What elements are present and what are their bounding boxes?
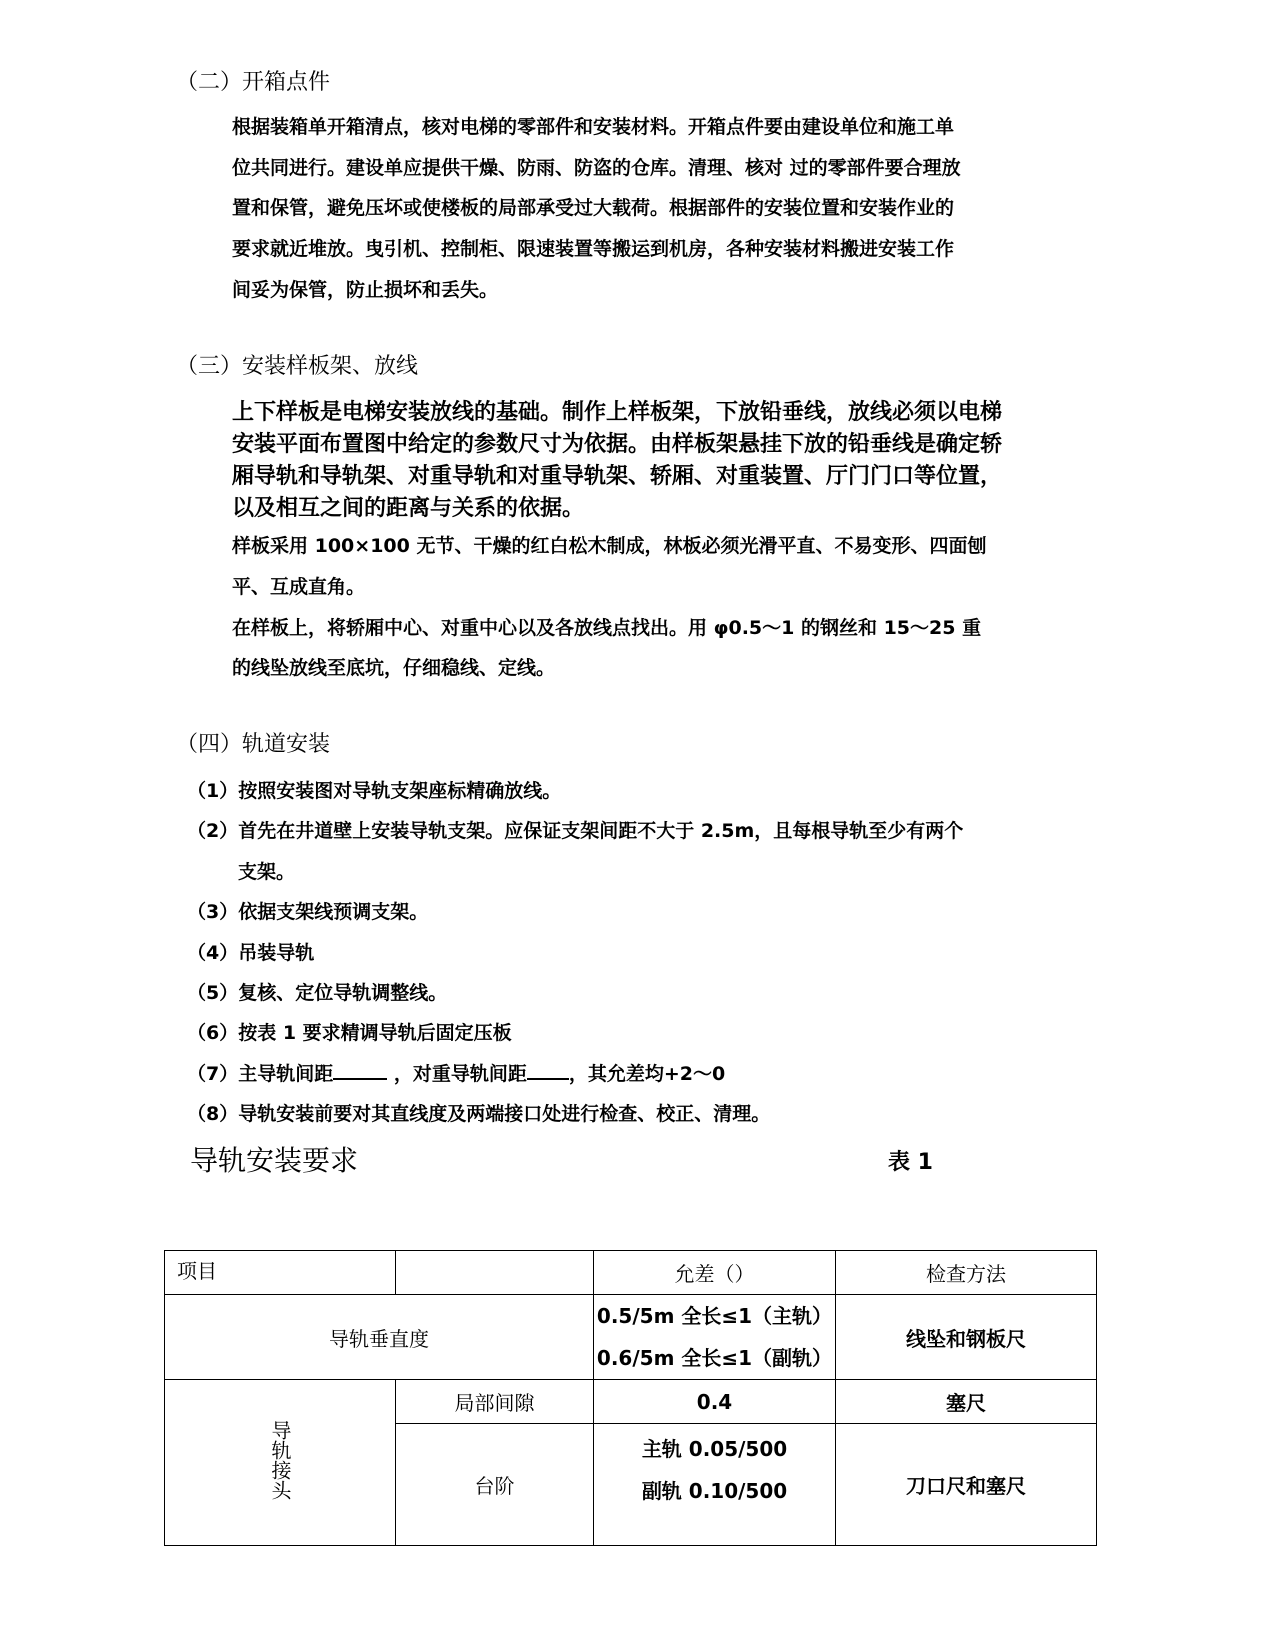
paragraph-line: 置和保管，避免压坏或使楼板的局部承受过大载荷。根据部件的安装位置和安装作业的 <box>232 197 955 219</box>
paragraph-line-large: 上下样板是电梯安装放线的基础。制作上样板架，下放铅垂线，放线必须以电梯 <box>232 400 1003 425</box>
cell-step-method: 刀口尺和塞尺 <box>836 1424 1097 1546</box>
list-item: （2）首先在井道壁上安装导轨支架。应保证支架间距不大于 2.5m，且每根导轨至少有两个 <box>187 820 964 842</box>
cell-step-tolerance <box>594 1424 836 1546</box>
list-item: （6）按表 1 要求精调导轨后固定压板 <box>187 1022 512 1044</box>
step-tolerance-main: 主轨 0.05/500 <box>641 1437 788 1461</box>
paragraph-line: 间妥为保管，防止损坏和丢失。 <box>232 279 499 301</box>
paragraph-line: 位共同进行。建设单应提供干燥、防雨、防盗的仓库。清理、核对 过的零部件要合理放 <box>232 157 961 179</box>
cell-rail-verticality: 导轨垂直度 <box>165 1295 594 1380</box>
list-item: （1）按照安装图对导轨支架座标精确放线。 <box>187 780 562 802</box>
cell-step: 台阶 <box>396 1424 594 1546</box>
cell-gap-method: 塞尺 <box>836 1380 1097 1424</box>
header-method: 检查方法 <box>836 1251 1097 1295</box>
paragraph-line-large: 安装平面布置图中给定的参数尺寸为依据。由样板架悬挂下放的铅垂线是确定轿 <box>232 432 1003 457</box>
paragraph-line: 的线坠放线至底坑，仔细稳线、定线。 <box>232 657 556 679</box>
item7-part-a: （7）主导轨间距 <box>187 1063 334 1085</box>
table-header-row <box>165 1251 1097 1295</box>
tolerance-main-rail: 0.5/5m 全长≤1（主轨） <box>596 1304 833 1328</box>
table-row <box>165 1295 1097 1380</box>
cell-rail-joint-group <box>165 1380 396 1546</box>
paragraph-line: 平、互成直角。 <box>232 576 366 598</box>
paragraph-line-large: 以及相互之间的距离与关系的依据。 <box>232 496 585 521</box>
header-blank <box>396 1251 594 1295</box>
cell-local-gap: 局部间隙 <box>396 1380 594 1424</box>
section-heading-unpacking: （二）开箱点件 <box>176 70 331 95</box>
item7-part-b: ，对重导轨间距 <box>387 1063 527 1085</box>
rail-requirements-table <box>164 1250 1097 1546</box>
paragraph-line: 根据装箱单开箱清点，核对电梯的零部件和安装材料。开箱点件要由建设单位和施工单 <box>232 116 955 138</box>
cell-gap-tolerance: 0.4 <box>594 1380 836 1424</box>
step-tolerance-sub: 副轨 0.10/500 <box>641 1479 788 1503</box>
header-item: 项目 <box>165 1251 396 1295</box>
blank-underline <box>527 1060 569 1080</box>
paragraph-line-large: 厢导轨和导轨架、对重导轨和对重导轨架、轿厢、对重装置、厅门门口等位置， <box>232 464 1003 489</box>
rail-joint-label: 导轨接头 <box>268 1420 292 1500</box>
list-item: （8）导轨安装前要对其直线度及两端接口处进行检查、校正、清理。 <box>187 1103 771 1125</box>
header-tolerance: 允差（） <box>594 1251 836 1295</box>
list-item: （4）吊装导轨 <box>187 942 315 964</box>
paragraph-line: 样板采用 100×100 无节、干燥的红白松木制成，林板必须光滑平直、不易变形、四面刨 <box>232 535 987 557</box>
table-row <box>165 1380 1097 1424</box>
cell-verticality-tolerance <box>594 1295 836 1380</box>
tolerance-sub-rail: 0.6/5m 全长≤1（副轨） <box>596 1346 833 1370</box>
paragraph-line: 要求就近堆放。曳引机、控制柜、限速装置等搬运到机房，各种安装材料搬进安装工作 <box>232 238 955 260</box>
table-title: 导轨安装要求 <box>190 1144 359 1177</box>
section-heading-template-frame: （三）安装样板架、放线 <box>176 354 419 379</box>
cell-verticality-method: 线坠和钢板尺 <box>836 1295 1097 1380</box>
item7-part-c: ，其允差均+2～0 <box>568 1063 726 1085</box>
section-heading-rail-installation: （四）轨道安装 <box>176 732 331 757</box>
list-item-rail-spacing <box>187 1059 725 1089</box>
list-item: （5）复核、定位导轨调整线。 <box>187 982 448 1004</box>
list-item: （3）依据支架线预调支架。 <box>187 901 429 923</box>
table-number: 表 1 <box>888 1150 933 1175</box>
blank-underline <box>333 1060 387 1080</box>
list-item-continuation: 支架。 <box>238 861 296 883</box>
paragraph-line: 在样板上，将轿厢中心、对重中心以及各放线点找出。用 φ0.5～1 的钢丝和 15～25 重 <box>232 617 982 639</box>
